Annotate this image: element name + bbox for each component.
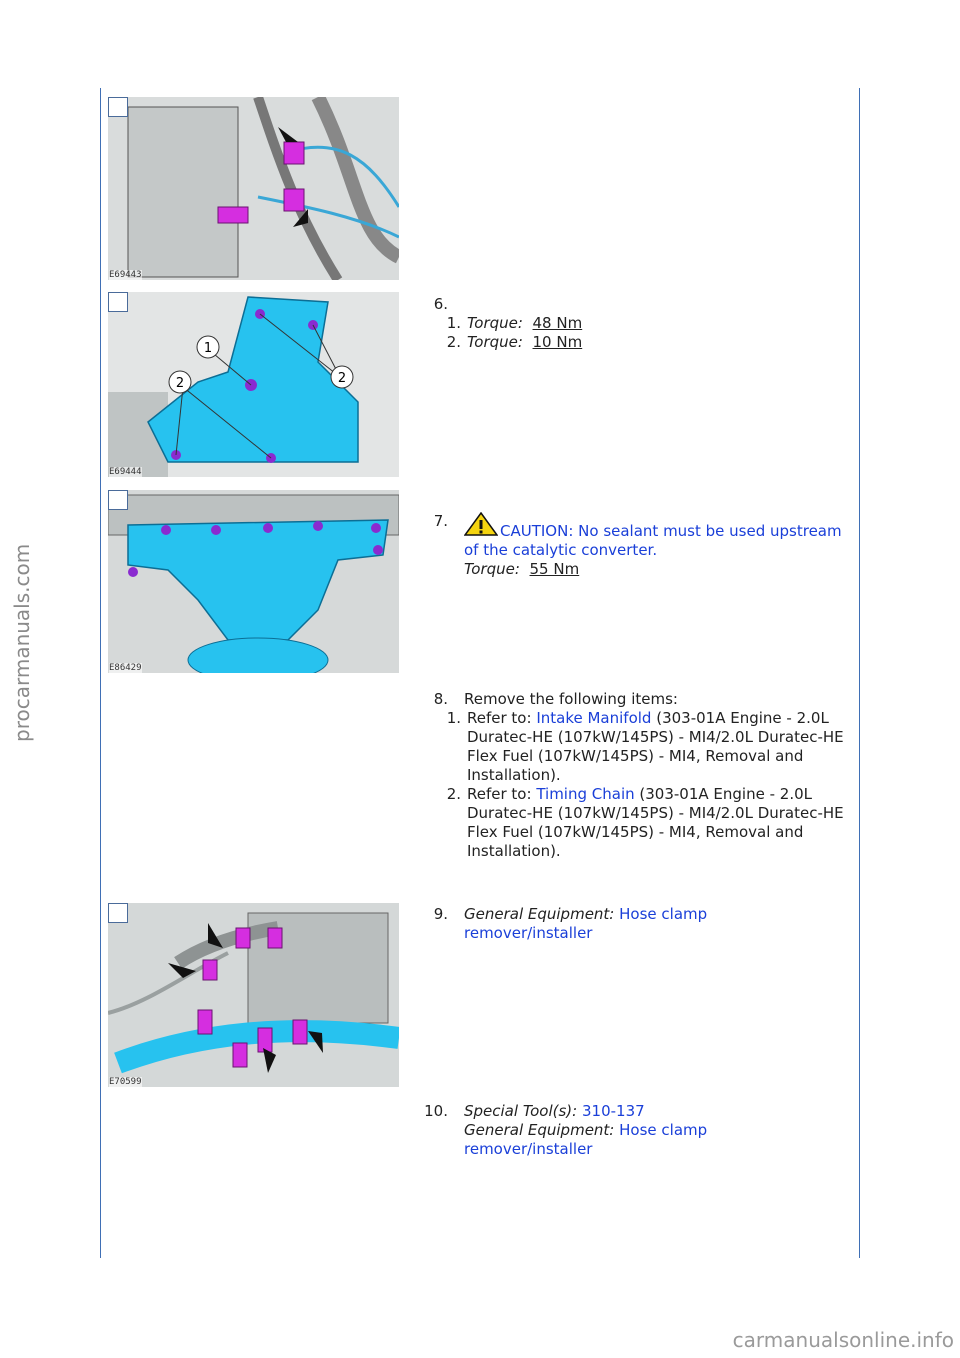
step-9: 9. General Equipment: Hose clamp remover/installer [420,905,850,943]
side-watermark: procarmanuals.com [10,543,34,742]
figure-exhaust-manifold[interactable] [108,490,399,673]
step-number: 10. [424,1102,448,1120]
intake-manifold-link[interactable]: Intake Manifold [536,709,652,727]
step-number: 6. [433,295,448,313]
figure-catalytic-converter[interactable] [108,292,399,477]
callout-1: 1 [203,341,213,356]
warning-triangle-icon [464,512,498,541]
step-number: 7. [433,512,448,530]
hose-clamp-link[interactable]: Hose clamp remover/installer [464,1121,708,1158]
step-8-item-1: 1. Refer to: Intake Manifold (303-01A Engine - 2.0L Duratec-HE (107kW/145PS) - MI4/2.0L Duratec-HE Flex Fuel (107kW/145PS) - MI4, Removal and Installation). [446,709,844,784]
figure-id: E69444 [109,467,142,477]
right-border-line [859,88,860,1258]
figure-id: E70599 [109,1077,142,1087]
torque-value: 10 Nm [532,333,583,351]
zoom-icon[interactable] [108,97,128,117]
left-border-line [100,88,101,1258]
step-7: 7. CAUTION: No sealant must be used upstream of the catalytic converter. Torque: 55 Nm [420,512,850,579]
callout-2: 2 [337,371,347,386]
figure-connectors[interactable] [108,97,399,280]
bottom-watermark: carmanualsonline.info [732,1328,954,1352]
torque-value: 48 Nm [532,314,583,332]
zoom-icon[interactable] [108,903,128,923]
torque-value: 55 Nm [529,560,580,578]
step-6-item-1: 1. Torque: 48 Nm [446,314,583,332]
step-6 [420,295,850,352]
timing-chain-link[interactable]: Timing Chain [536,785,635,803]
step-10: 10. Special Tool(s): 310-137 General Equipment: Hose clamp remover/installer [420,1102,850,1159]
catalytic-converter-illustration [108,292,399,477]
hose-clamp-illustration [108,903,399,1087]
step-8: 8. Remove the following items: 1. Refer to: Intake Manifold (303-01A Engine - 2.0L Duratec-HE (107kW/145PS) - MI4/2.0L Duratec-HE Flex Fuel (107kW/145PS) - MI4, Removal and Installation). 2. Refer to: Timing Chain (303-01A Engine - 2.0L Duratec-HE (107kW/145PS) - MI4/2.0L Duratec-HE Flex Fuel (107kW/145PS) - MI4, Removal and Installation). [420,690,850,861]
zoom-icon[interactable] [108,292,128,312]
step-number: 9. [433,905,448,923]
caution-text: CAUTION: No sealant must be used upstream of the catalytic converter. [464,522,842,559]
special-tool-link[interactable]: 310-137 [582,1102,645,1120]
zoom-icon[interactable] [108,490,128,510]
figure-id: E69443 [109,270,142,280]
exhaust-manifold-illustration [108,490,399,673]
hose-clamp-link[interactable]: Hose clamp remover/installer [464,905,708,942]
figure-hose-clamps[interactable] [108,903,399,1087]
step-6-item-2: 2. Torque: 10 Nm [446,333,583,351]
step-8-item-2: 2. Refer to: Timing Chain (303-01A Engine - 2.0L Duratec-HE (107kW/145PS) - MI4/2.0L Duratec-HE Flex Fuel (107kW/145PS) - MI4, Removal and Installation). [446,785,844,860]
connector-illustration [108,97,399,280]
callout-2: 2 [175,376,185,391]
figure-id: E86429 [109,663,142,673]
step-number: 8. [433,690,448,708]
